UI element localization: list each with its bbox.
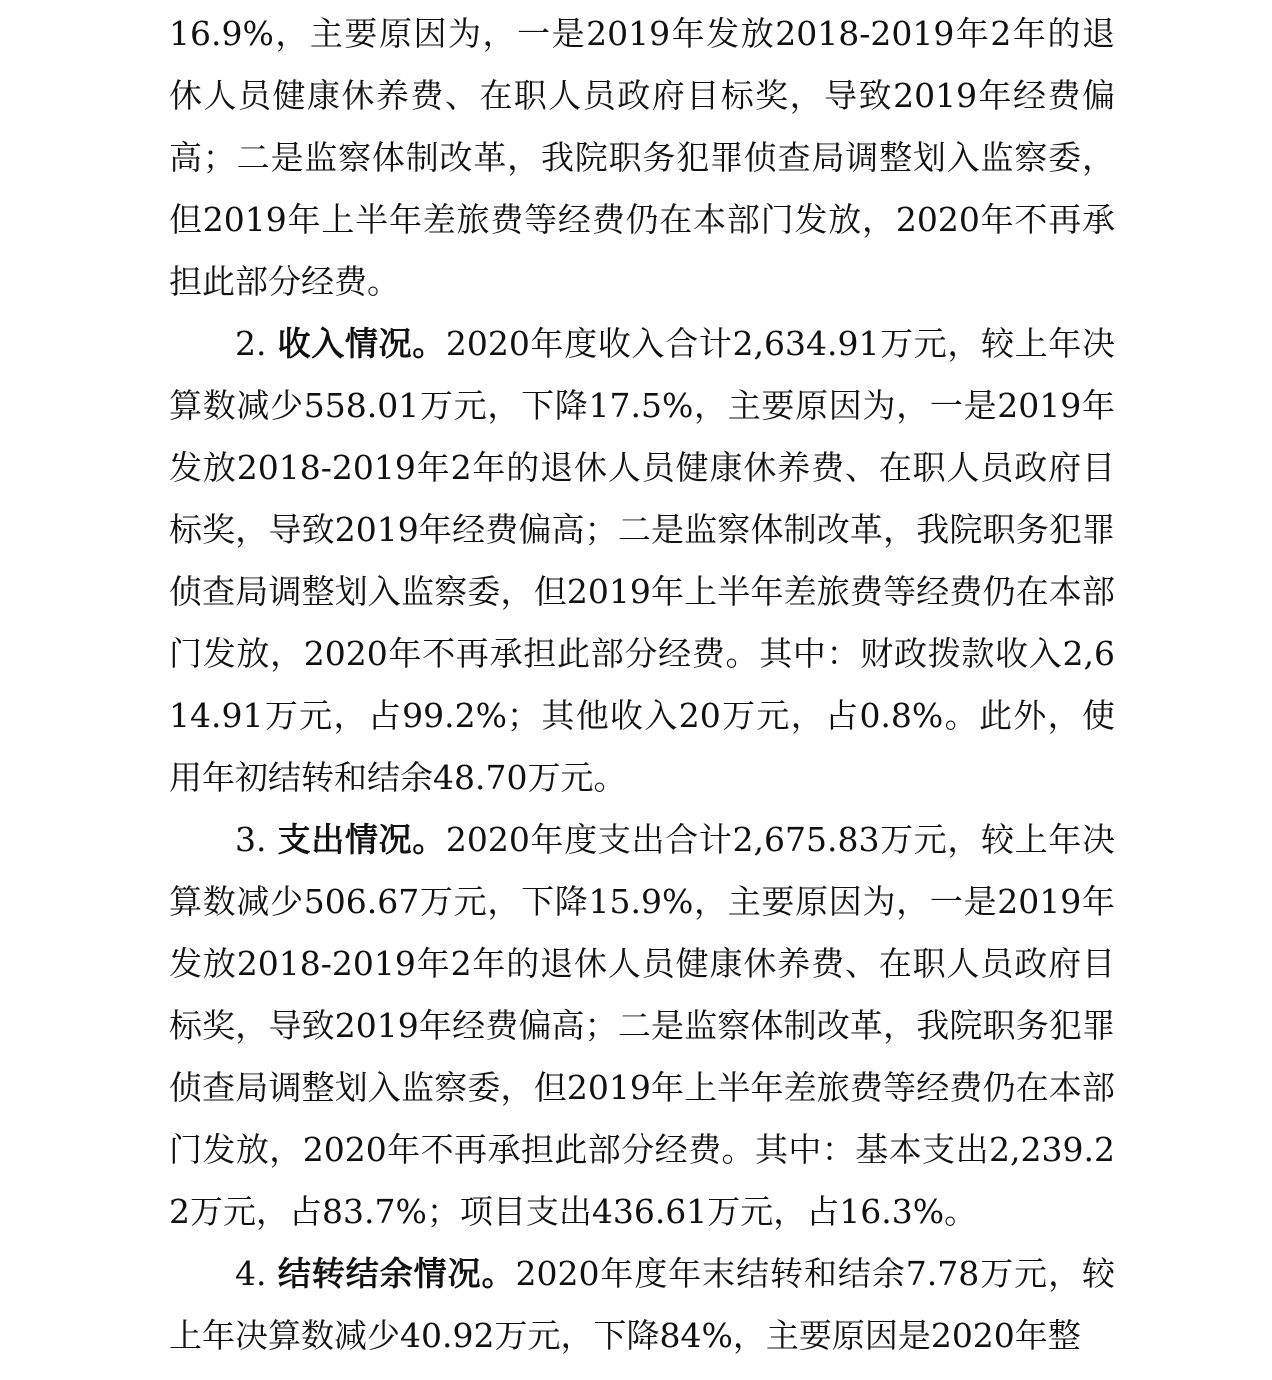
paragraph-carryover-heading: 结转结余情况。 (277, 1254, 516, 1293)
paragraph-expenditure-heading: 支出情况。 (277, 820, 446, 859)
paragraph-continuation (169, 3, 1115, 313)
paragraph-carryover (169, 1243, 1115, 1367)
paragraph-income-number: 2. (235, 324, 278, 363)
paragraph-expenditure-number: 3. (235, 820, 278, 859)
paragraph-carryover-number: 4. (235, 1254, 278, 1293)
paragraph-carryover-text: 2020年度年末结转和结余7.78万元，较上年决算数减少40.92万元，下降84%，主要原因是2020年整 (169, 1254, 1116, 1355)
paragraph-income-text: 2020年度收入合计2,634.91万元，较上年决算数减少558.01万元，下降17.5%，主要原因为，一是2019年发放2018-2019年2年的退休人员健康休养费、在职人员政府目标奖，导致2019年经费偏高；二是监察体制改革，我院职务犯罪侦查局调整划入监察委，但2019年上半年差旅费等经费仍在本部门发放，2020年不再承担此部分经费。其中：财政拨款收入2,614.91万元，占99.2%；其他收入20万元，占0.8%。此外，使用年初结转和结余48.70万元。 (169, 324, 1116, 797)
paragraph-expenditure (169, 809, 1115, 1243)
paragraph-expenditure-text: 2020年度支出合计2,675.83万元，较上年决算数减少506.67万元，下降15.9%，主要原因为，一是2019年发放2018-2019年2年的退休人员健康休养费、在职人员政府目标奖，导致2019年经费偏高；二是监察体制改革，我院职务犯罪侦查局调整划入监察委，但2019年上半年差旅费等经费仍在本部门发放，2020年不再承担此部分经费。其中：基本支出2,239.22万元，占83.7%；项目支出436.61万元，占16.3%。 (169, 820, 1116, 1231)
document-page (169, 3, 1115, 1367)
paragraph-continuation-text: 16.9%，主要原因为，一是2019年发放2018-2019年2年的退休人员健康休养费、在职人员政府目标奖，导致2019年经费偏高；二是监察体制改革，我院职务犯罪侦查局调整划入监察委，但2019年上半年差旅费等经费仍在本部门发放，2020年不再承担此部分经费。 (169, 14, 1115, 301)
paragraph-income (169, 313, 1115, 809)
paragraph-income-heading: 收入情况。 (277, 324, 446, 363)
